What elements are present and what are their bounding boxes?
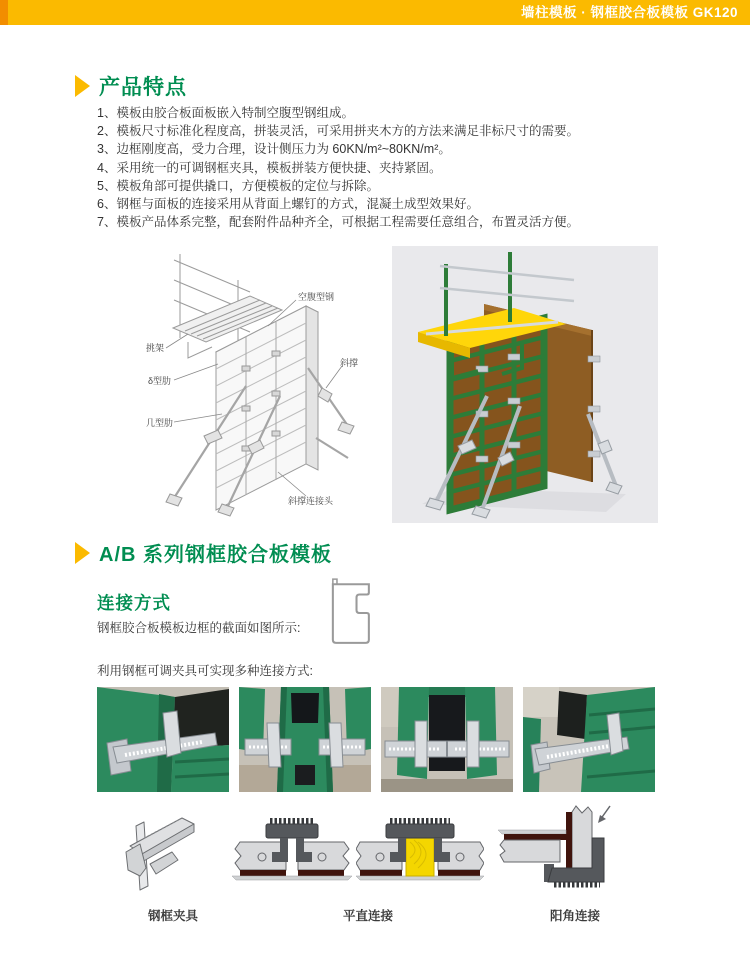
section-features-heading	[75, 71, 187, 101]
arrow-right-icon	[75, 75, 90, 97]
feature-list	[97, 104, 672, 231]
feature-item: 4、采用统一的可调钢框夹具，模板拼装方便快捷、夹持紧固。	[97, 160, 442, 175]
clamp-isometric-drawing	[120, 806, 204, 902]
clamp-photo-corner-view	[97, 687, 229, 792]
feature-item: 6、钢框与面板的连接采用从背面上螺钉的方式，混凝土成型效果好。	[97, 197, 479, 212]
clamp-photo-double-view	[381, 687, 513, 792]
flat-connection-wood-infill-drawing	[356, 812, 484, 900]
clamp-photo-side-view	[523, 687, 655, 792]
feature-item: 2、模板尺寸标准化程度高，拼装灵活，可采用拼夹木方的方法来满足非标尺寸的需要。	[97, 124, 579, 139]
formwork-wireframe-diagram	[130, 246, 385, 521]
drawing-label-corner-connection: 阳角连接	[549, 909, 600, 923]
render-image	[392, 246, 658, 523]
flat-connection-drawing	[232, 812, 352, 900]
feature-item: 3、边框刚度高，受力合理，设计侧压力为 60KN/m²~80KN/m²。	[97, 142, 451, 157]
page-title: 墙柱模板 · 钢框胶合板模板 GK120	[520, 5, 738, 20]
diagram-label-bracket: 挑架	[146, 343, 165, 353]
feature-item: 1、模板由胶合板面板嵌入特制空腹型钢组成。	[97, 106, 354, 120]
header-accent-strip	[0, 0, 8, 25]
diagram-label-delta-rib: δ型肋	[148, 376, 172, 386]
diagram-label-brace-connector: 斜撑连接头	[288, 496, 334, 506]
feature-item: 5、模板角部可提供撬口，方便模板的定位与拆除。	[97, 178, 379, 193]
outer-corner-connection-drawing	[496, 804, 614, 904]
header-bar	[0, 0, 750, 25]
frame-profile-section-drawing	[322, 576, 390, 648]
diagram-label-ji-rib: 几型肋	[146, 418, 174, 428]
section-title: A/B 系列钢框胶合板模板	[99, 544, 332, 566]
diagram-label-brace: 斜撑	[340, 358, 359, 368]
connection-subtitle: 连接方式	[97, 593, 171, 613]
arrow-right-icon	[75, 542, 90, 564]
feature-item: 7、模板产品体系完整，配套附件品种齐全，可根据工程需要任意组合，布置灵活方便。	[97, 215, 579, 230]
drawing-label-flat-connection: 平直连接	[342, 909, 393, 923]
section-ab-heading	[75, 538, 332, 567]
drawing-label-clamp: 钢框夹具	[147, 909, 198, 923]
formwork-3d-render	[392, 246, 658, 523]
section-title: 产品特点	[99, 76, 187, 99]
connection-desc-1: 钢框胶合板模板边框的截面如图所示:	[97, 621, 301, 635]
connection-desc-2: 利用钢框可调夹具可实现多种连接方式:	[97, 664, 313, 678]
diagram-label-hollow-steel: 空腹型钢	[298, 292, 335, 302]
clamp-photo-front-view	[239, 687, 371, 792]
